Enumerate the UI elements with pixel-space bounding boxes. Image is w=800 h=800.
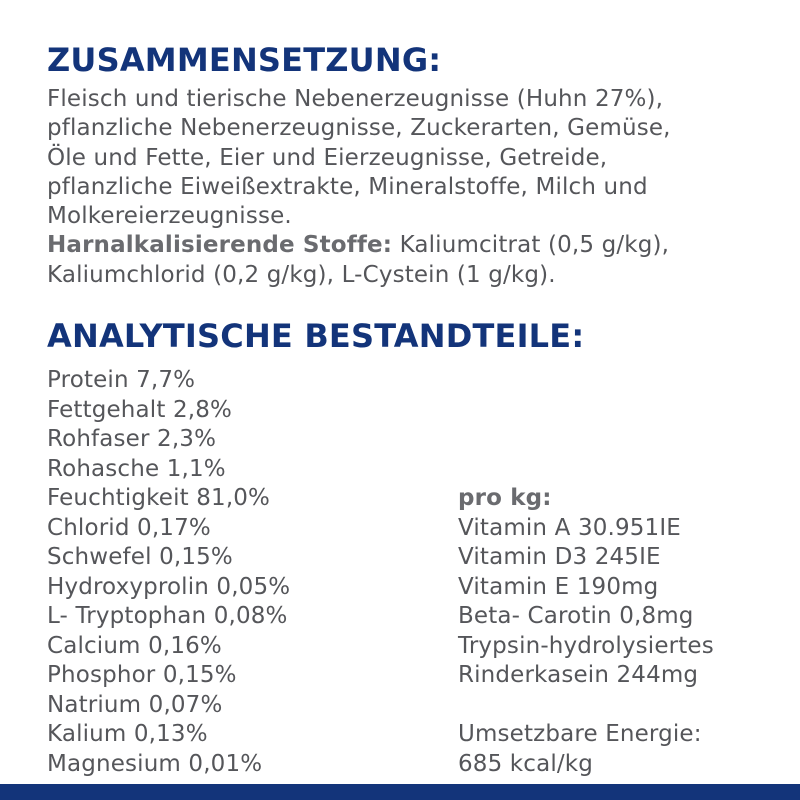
composition-line: Öle und Fette, Eier und Eierzeugnisse, Getreide, <box>47 144 608 171</box>
per-kg-item: Vitamin E 190mg <box>458 573 659 600</box>
per-kg-item: Vitamin D3 245IE <box>458 544 661 570</box>
composition-line: Fleisch und tierische Nebenerzeugnisse (Huhn 27%), <box>47 86 664 112</box>
analysis-item: Calcium 0,16% <box>47 632 222 659</box>
per-kg-item: Rinderkasein 244mg <box>458 662 699 688</box>
composition-text <box>47 85 787 290</box>
analysis-item: Protein 7,7% <box>47 367 196 393</box>
bottom-bar <box>0 784 800 800</box>
composition-line: Molkereierzeugnisse. <box>47 203 292 230</box>
analysis-item: Schwefel 0,15% <box>47 544 233 570</box>
per-kg-list <box>458 484 714 779</box>
analysis-item: Rohasche 1,1% <box>47 455 226 482</box>
additives-value: Kaliumcitrat (0,5 g/kg), <box>392 232 670 259</box>
analysis-item: Magnesium 0,01% <box>47 750 263 777</box>
per-kg-item: Trypsin-hydrolysiertes <box>458 632 714 659</box>
analysis-item: Phosphor 0,15% <box>47 662 237 688</box>
additives-label: Harnalkalisierende Stoffe: <box>47 232 393 259</box>
composition-heading: ZUSAMMENSETZUNG: <box>47 41 442 79</box>
per-kg-item: Vitamin A 30.951IE <box>458 514 681 541</box>
energy-value: 685 kcal/kg <box>458 750 593 777</box>
spacer <box>458 691 714 721</box>
composition-line: pflanzliche Nebenerzeugnisse, Zuckerarten, Gemüse, <box>47 115 671 142</box>
energy-label: Umsetzbare Energie: <box>458 721 702 747</box>
per-kg-item: Beta- Carotin 0,8mg <box>458 603 694 629</box>
additives-line-2: Kaliumchlorid (0,2 g/kg), L-Cystein (1 g/kg). <box>47 261 556 288</box>
analysis-item: Chlorid 0,17% <box>47 514 211 541</box>
additives-line <box>47 231 787 260</box>
per-kg-label: pro kg: <box>458 485 552 511</box>
analysis-item: Fettgehalt 2,8% <box>47 396 232 423</box>
analysis-item: Hydroxyprolin 0,05% <box>47 573 291 600</box>
analysis-heading: ANALYTISCHE BESTANDTEILE: <box>47 317 585 355</box>
analysis-item: Rohfaser 2,3% <box>47 426 217 452</box>
analysis-item: L- Tryptophan 0,08% <box>47 603 288 629</box>
analysis-item: Natrium 0,07% <box>47 691 223 718</box>
composition-line: pflanzliche Eiweißextrakte, Mineralstoffe, Milch und <box>47 173 648 200</box>
analysis-item: Kalium 0,13% <box>47 721 208 747</box>
analysis-list <box>47 366 290 779</box>
analysis-item: Feuchtigkeit 81,0% <box>47 485 271 511</box>
